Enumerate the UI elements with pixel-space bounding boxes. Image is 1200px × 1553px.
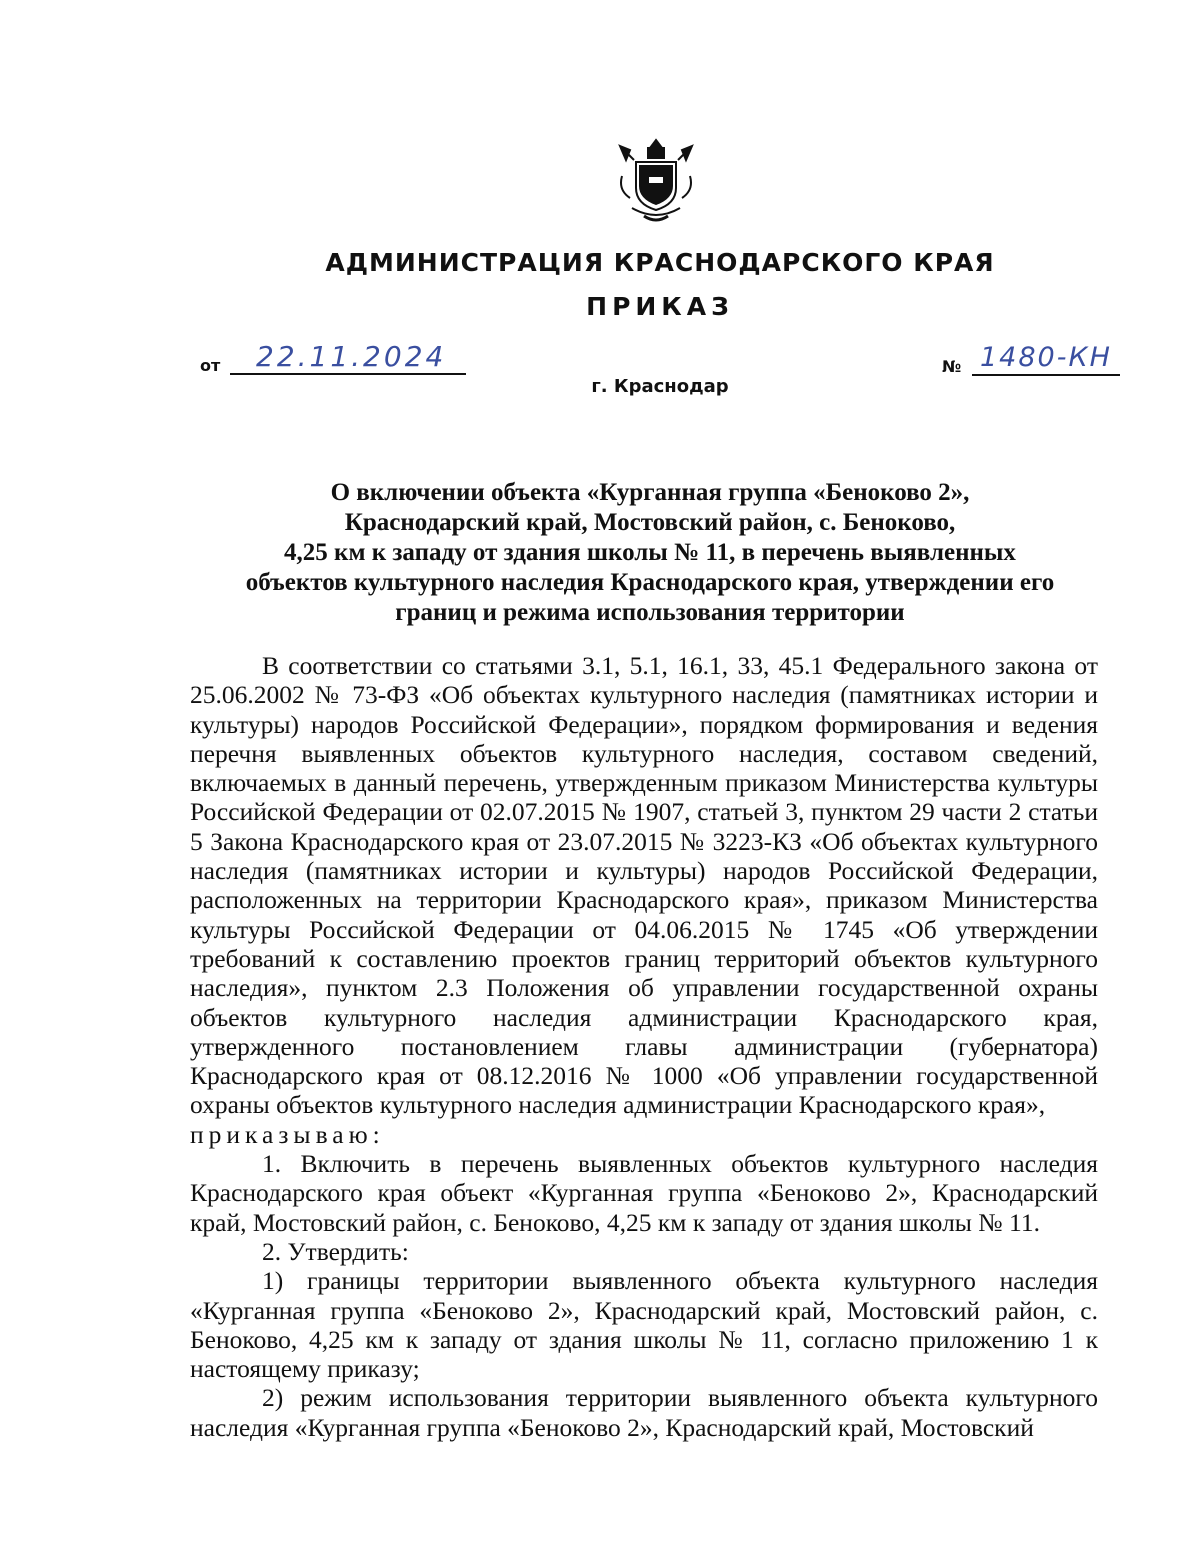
preamble-paragraph: В соответствии со статьями 3.1, 5.1, 16.1, 33, 45.1 Федерального закона от 25.06.2002 № 73-ФЗ «Об объектах культурного наследия (памятниках истории и культуры) народов Российской Федерации», порядком формирования и ведения перечня выявленных объектов культурного наследия, составом сведений, включаемых в данный перечень, утвержденным приказом Министерства культуры Российской Федерации от 02.07.2015 № 1907, статьей 3, пунктом 29 части 2 статьи 5 Закона Краснодарского края от 23.07.2015 № 3223-КЗ «Об объектах культурного наследия (памятниках истории и культуры) народов Российской Федерации, расположенных на территории Краснодарского края», приказом Министерства культуры Российской Федерации от 04.06.2015 № 1745 «Об утверждении требований к составлению проектов границ территорий объектов культурного наследия», пунктом 2.3 Положения об управлении государственной охраны объектов культурного наследия администрации Краснодарского края, утвержденного постановлением главы администрации (губернатора) Краснодарского края от 08.12.2016 № 1000 «Об управлении государственной охраны объектов культурного наследия администрации Краснодарского края», — [190, 651, 1098, 1120]
item-2: 2. Утвердить: — [262, 1236, 409, 1266]
order-word: приказываю: — [190, 1119, 385, 1149]
subject-line: Краснодарский край, Мостовский район, с. Беноково, — [344, 509, 956, 536]
date-value-handwritten: 22.11.2024 — [256, 340, 447, 373]
item-2-2: 2) режим использования территории выявленного объекта культурного наследия «Курганная группа «Беноково 2», Краснодарский край, Мостовский — [190, 1383, 1098, 1442]
date-label: от — [200, 356, 221, 375]
subject-line: объектов культурного наследия Краснодарского края, утверждении его — [245, 569, 1055, 596]
document-type: ПРИКАЗ — [586, 292, 734, 321]
number-label: № — [942, 357, 962, 376]
coat-of-arms-icon — [614, 136, 698, 228]
subject-line: границ и режима использования территории — [395, 599, 905, 626]
organization-title: АДМИНИСТРАЦИЯ КРАСНОДАРСКОГО КРАЯ — [325, 248, 995, 277]
city: г. Краснодар — [591, 376, 729, 397]
document-body — [190, 651, 1098, 1442]
item-1: 1. Включить в перечень выявленных объектов культурного наследия Краснодарского края объект «Курганная группа «Беноково 2», Краснодарский край, Мостовский район, с. Беноково, 4,25 км к западу от здания школы № 11. — [190, 1149, 1098, 1237]
subject-line: О включении объекта «Курганная группа «Беноково 2», — [330, 479, 970, 506]
item-2-1: 1) границы территории выявленного объекта культурного наследия «Курганная группа «Беноково 2», Краснодарский край, Мостовский район, с. Беноково, 4,25 км к западу от здания школы № 11, согласно приложению 1 к настоящему приказу; — [190, 1266, 1098, 1384]
number-value-handwritten: 1480-КН — [980, 342, 1112, 373]
document-subject — [190, 478, 1110, 628]
date-underline — [230, 373, 466, 375]
subject-line: 4,25 км к западу от здания школы № 11, в перечень выявленных — [284, 539, 1016, 566]
